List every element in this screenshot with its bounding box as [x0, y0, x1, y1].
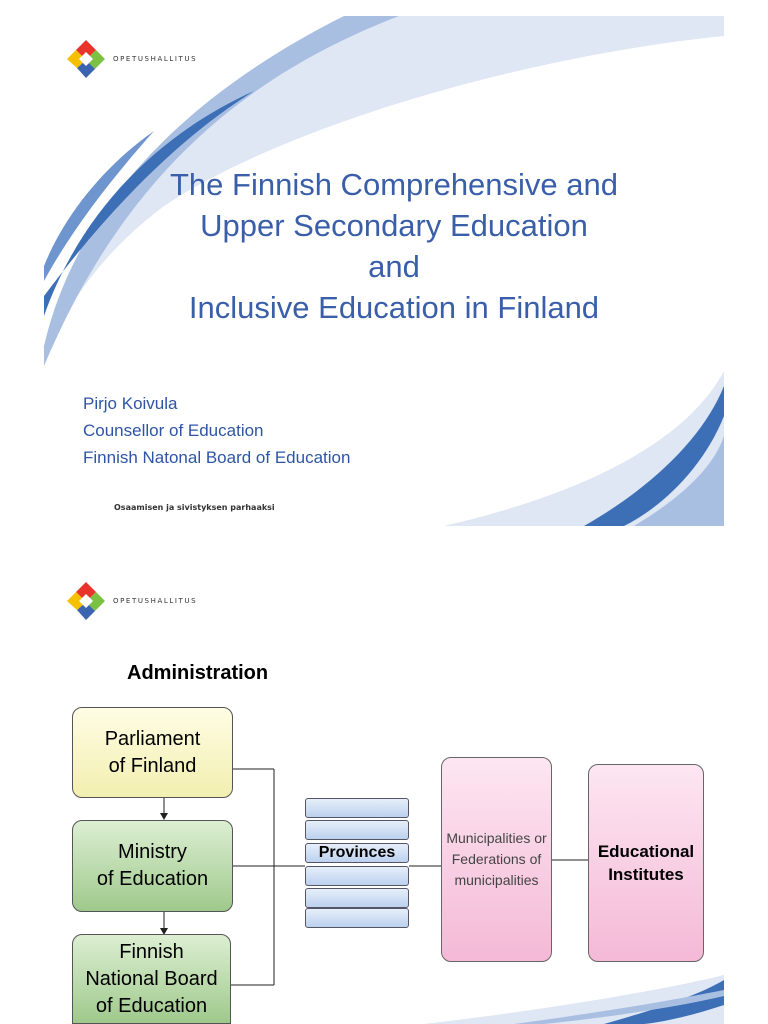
- administration-slide: [44, 560, 724, 1024]
- title-line: Inclusive Education in Finland: [188, 290, 600, 325]
- national-board-box: [72, 934, 231, 1024]
- province-bar: [305, 888, 409, 908]
- municipalities-box: [441, 757, 552, 962]
- ministry-label: of Education: [96, 868, 209, 890]
- board-label: of Education: [95, 994, 208, 1017]
- slide-heading: Administration: [127, 662, 269, 684]
- institutes-box: [588, 764, 704, 962]
- title-line: Upper Secondary Education: [200, 208, 588, 243]
- parliament-label: of Finland: [108, 754, 197, 777]
- province-bar: [305, 820, 409, 840]
- ministry-label: Ministry: [118, 841, 187, 863]
- tagline: Osaamisen ja sivistyksen parhaaksi: [114, 503, 275, 512]
- slide-title: [114, 164, 674, 328]
- author-block: [83, 390, 350, 471]
- provinces-label-bar: [305, 843, 409, 863]
- title-line: and: [368, 249, 420, 284]
- parliament-label: Parliament: [104, 727, 201, 750]
- author-position: Counsellor of Education: [83, 421, 264, 440]
- title-line: The Finnish Comprehensive and: [169, 167, 619, 202]
- provinces-label: Provinces: [318, 844, 396, 861]
- author-name: Pirjo Koivula: [83, 394, 178, 413]
- opetushallitus-logo: [67, 40, 197, 78]
- ministry-box: [72, 820, 233, 912]
- logo-text: OPETUSHALLITUS: [113, 55, 198, 63]
- province-bar: [305, 866, 409, 886]
- province-bar: [305, 798, 409, 818]
- board-label: Finnish: [119, 940, 184, 963]
- board-label: National Board: [85, 967, 218, 990]
- institutes-label: Institutes: [608, 865, 684, 884]
- diamond-logo-icon: [67, 40, 105, 78]
- parliament-box: [72, 707, 233, 798]
- municipalities-label: Federations of: [451, 851, 542, 867]
- municipalities-label: municipalities: [454, 872, 539, 888]
- logo-text: OPETUSHALLITUS: [113, 597, 198, 605]
- author-organization: Finnish Natonal Board of Education: [83, 448, 351, 467]
- municipalities-label: Municipalities or: [446, 830, 547, 846]
- title-slide: [44, 16, 724, 526]
- institutes-label: Educational: [597, 842, 695, 861]
- province-bar: [305, 908, 409, 928]
